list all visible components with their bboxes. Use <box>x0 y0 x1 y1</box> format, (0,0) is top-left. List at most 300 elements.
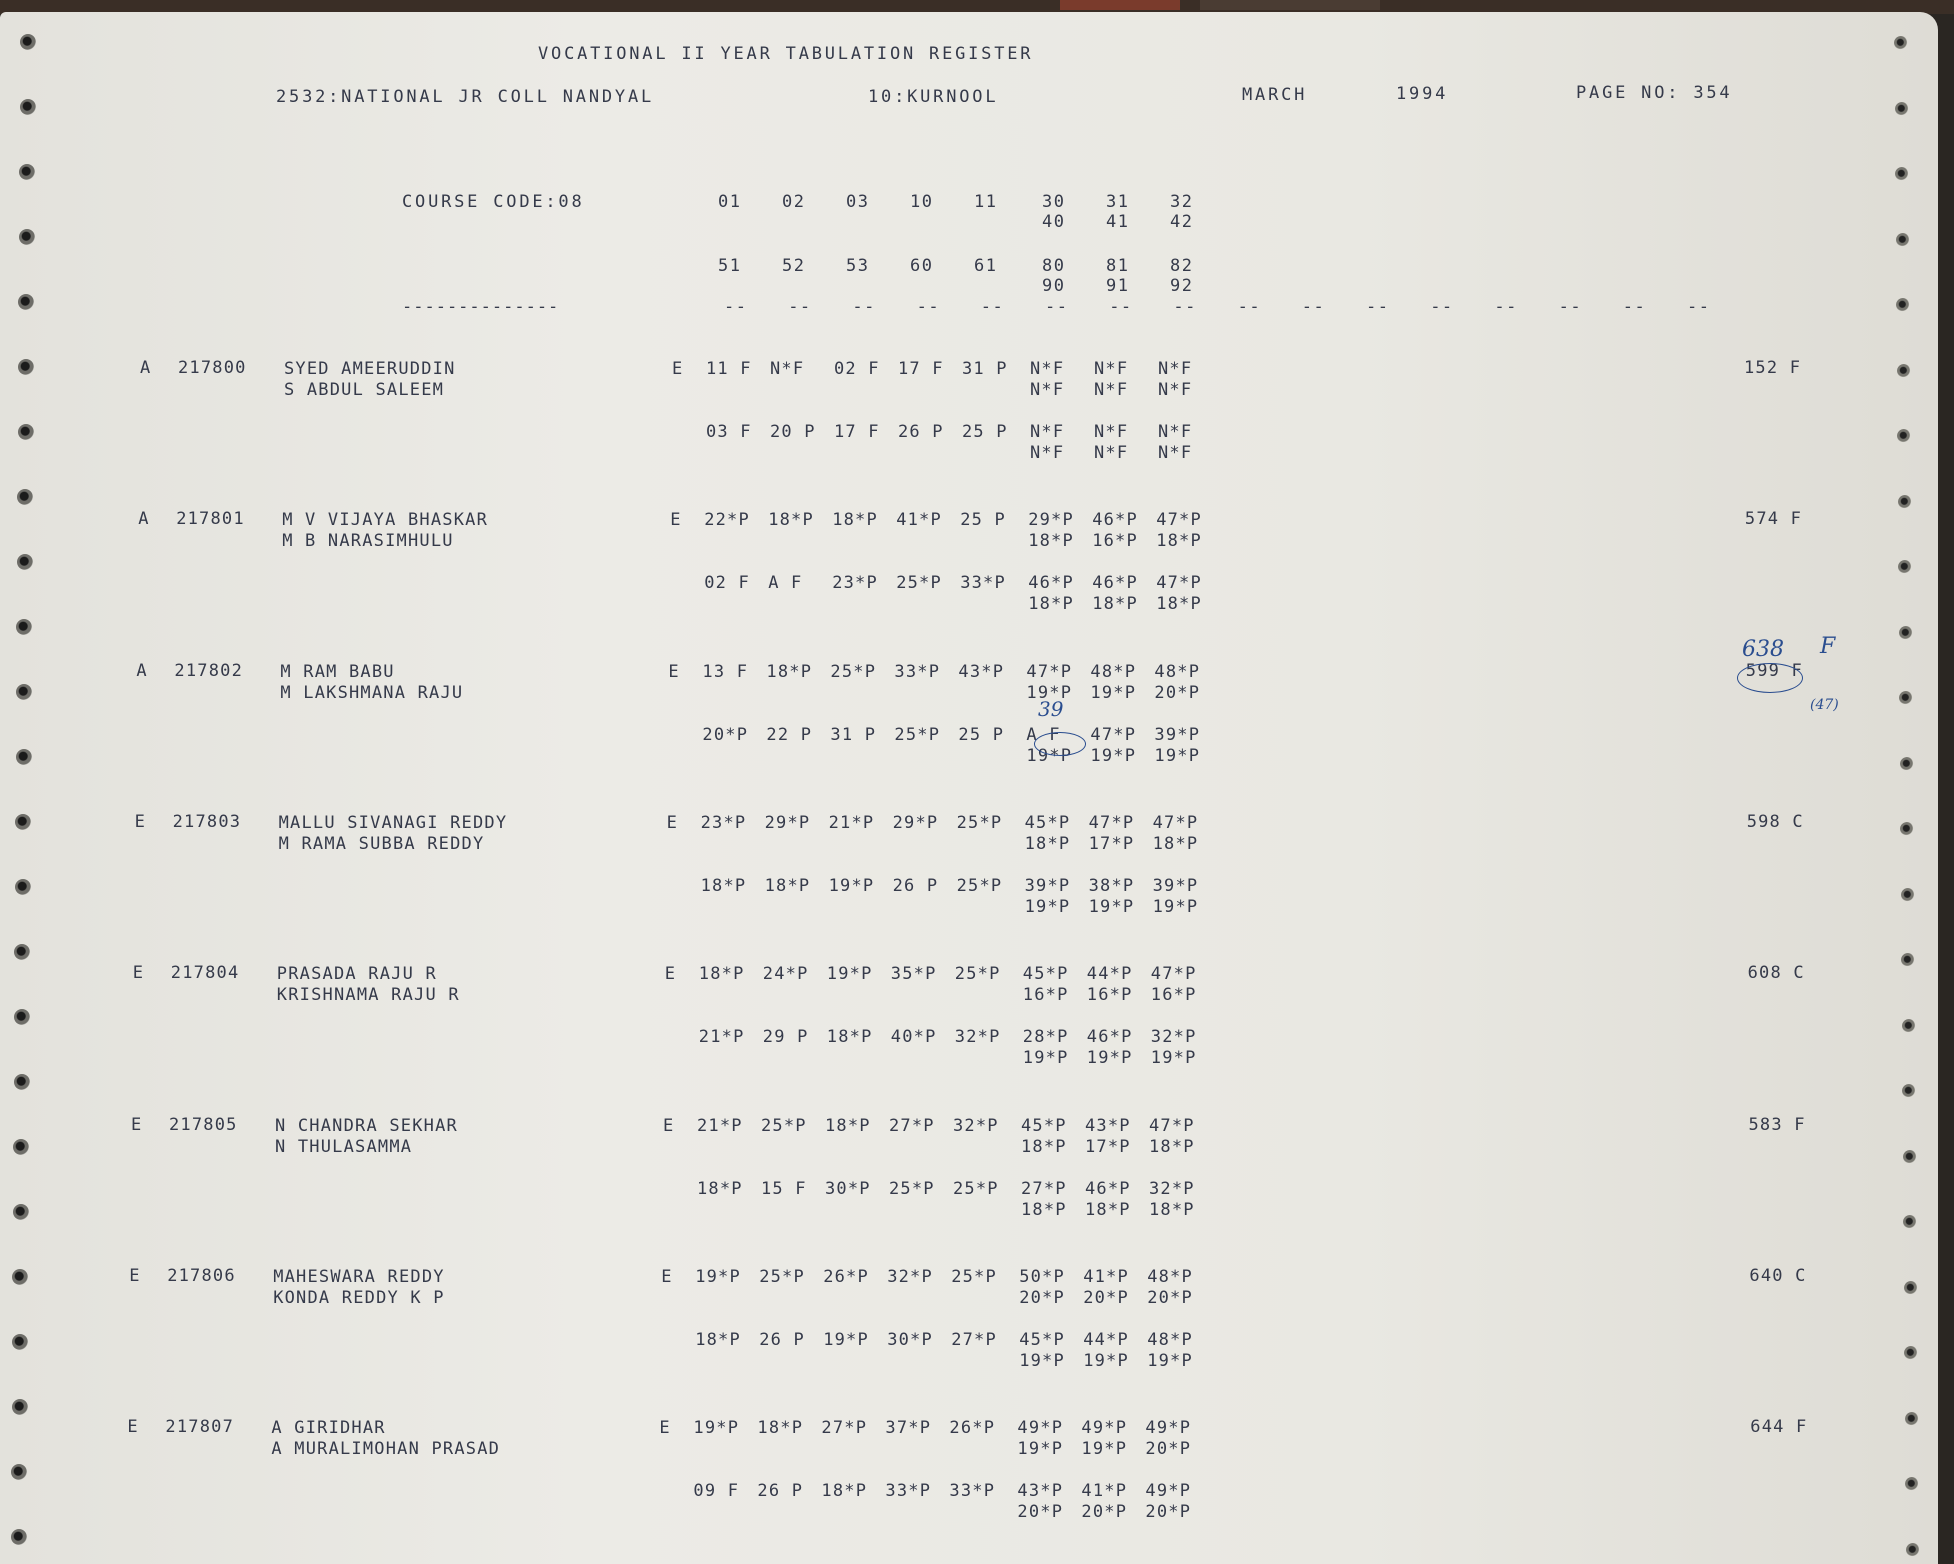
sprocket-hole <box>1897 429 1911 443</box>
sprocket-hole <box>1901 888 1915 902</box>
subject-code: 90 <box>1042 276 1066 296</box>
medium: E <box>670 510 682 531</box>
student-name: M V VIJAYA BHASKAR <box>282 510 489 531</box>
sprocket-hole <box>16 619 32 635</box>
sprocket-hole <box>1898 560 1912 574</box>
sprocket-hole <box>1901 953 1915 967</box>
mark-cell: 25*P <box>894 724 941 745</box>
father-name: A MURALIMOHAN PRASAD <box>271 1439 501 1460</box>
column-dash: -- <box>916 297 941 317</box>
subject-code: 31 <box>1106 192 1130 212</box>
hall-ticket-number: 217805 <box>169 1114 238 1135</box>
subject-code: 40 <box>1042 212 1066 232</box>
mark-cell: 41*P <box>1083 1266 1129 1287</box>
hall-ticket-number: 217804 <box>170 963 240 984</box>
mark-cell: 47*P <box>1088 812 1135 833</box>
student-name: A GIRIDHAR <box>271 1418 386 1439</box>
column-dash: -- <box>980 297 1005 317</box>
district-name: 10:KURNOOL <box>868 87 999 107</box>
mark-cell: 47*P <box>1026 661 1073 682</box>
sprocket-hole <box>16 684 32 700</box>
mark-cell: 09 F <box>693 1481 740 1502</box>
column-dash: -- <box>1687 297 1711 317</box>
mark-cell: 21*P <box>828 812 875 833</box>
mark-cell: 19*P <box>1017 1439 1064 1460</box>
mark-cell: 18*P <box>826 1027 873 1048</box>
mark-cell: 18*P <box>832 510 878 531</box>
mark-cell: 18*P <box>1152 833 1199 854</box>
mark-cell: 48*P <box>1154 661 1201 682</box>
mark-cell: 02 F <box>704 573 750 594</box>
mark-cell: 18*P <box>1149 1136 1195 1157</box>
mark-cell: 32*P <box>887 1266 933 1287</box>
mark-cell: 46*P <box>1092 510 1138 531</box>
mark-cell: 18*P <box>695 1329 741 1350</box>
mark-cell: 33*P <box>949 1481 996 1502</box>
mark-cell: 20*P <box>1083 1287 1129 1308</box>
student-category: E <box>132 963 145 984</box>
sprocket-hole <box>1904 1281 1918 1295</box>
mark-cell: 49*P <box>1081 1418 1128 1439</box>
mark-cell: 19*P <box>1090 682 1137 703</box>
subject-code: 52 <box>782 256 806 276</box>
mark-cell: 21*P <box>698 1027 745 1048</box>
mark-cell: 25*P <box>759 1266 805 1287</box>
mark-cell: 48*P <box>1090 661 1137 682</box>
mark-cell: N*F <box>1158 380 1193 400</box>
mark-cell: 31 P <box>830 724 877 745</box>
sprocket-hole <box>1894 36 1908 50</box>
sprocket-hole <box>1899 626 1913 640</box>
subject-code: 60 <box>910 256 934 276</box>
mark-cell: 47*P <box>1156 510 1202 531</box>
mark-cell: 45*P <box>1021 1115 1067 1136</box>
mark-cell: 25*P <box>956 812 1003 833</box>
mark-cell: 29 P <box>762 1027 809 1048</box>
mark-cell: 43*P <box>1085 1115 1131 1136</box>
subject-code: 53 <box>846 256 870 276</box>
mark-cell: 39*P <box>1024 875 1071 896</box>
mark-cell: 19*P <box>1090 745 1137 766</box>
course-underline: -------------- <box>402 297 560 317</box>
mark-cell: 20*P <box>1147 1287 1193 1308</box>
mark-cell: 23*P <box>700 812 747 833</box>
total-marks: 574 F <box>1744 509 1803 530</box>
mark-cell: 22*P <box>704 510 750 531</box>
mark-cell: 18*P <box>757 1418 804 1439</box>
column-dash: -- <box>1109 297 1133 317</box>
student-name: M RAM BABU <box>280 661 395 682</box>
mark-cell: 45*P <box>1022 964 1069 985</box>
mark-cell: 27*P <box>821 1418 868 1439</box>
mark-cell: N*F <box>1158 359 1193 379</box>
mark-cell: 18*P <box>700 875 747 896</box>
mark-cell: 41*P <box>896 510 942 531</box>
mark-cell: 19*P <box>1150 1048 1197 1069</box>
mark-cell: 32*P <box>953 1115 999 1136</box>
mark-cell: 20*P <box>1154 682 1201 703</box>
mark-cell: N*F <box>1030 422 1065 442</box>
subject-code: 10 <box>910 192 934 212</box>
mark-cell: 33*P <box>960 573 1006 594</box>
column-dash: -- <box>1558 297 1583 317</box>
sprocket-hole <box>18 294 34 310</box>
subject-code: 01 <box>718 192 742 212</box>
mark-cell: 25*P <box>953 1178 999 1199</box>
mark-cell: 26*P <box>949 1418 996 1439</box>
sprocket-hole <box>1897 364 1911 378</box>
mark-cell: N*F <box>1030 359 1065 379</box>
father-name: M RAMA SUBBA REDDY <box>278 833 485 854</box>
column-dash: -- <box>1494 297 1518 317</box>
father-name: M B NARASIMHULU <box>282 531 454 552</box>
mark-cell: 32*P <box>954 1027 1001 1048</box>
father-name: N THULASAMMA <box>275 1136 413 1157</box>
mark-cell: 47*P <box>1150 964 1197 985</box>
sprocket-hole <box>14 1009 30 1025</box>
mark-cell: 19*P <box>1024 896 1071 917</box>
medium: E <box>664 964 677 985</box>
subject-code: 32 <box>1170 192 1194 212</box>
mark-cell: 49*P <box>1145 1481 1192 1502</box>
mark-cell: 19*P <box>1088 896 1135 917</box>
mark-cell: 26*P <box>823 1266 869 1287</box>
mark-cell: 16*P <box>1150 985 1197 1006</box>
mark-cell: 47*P <box>1090 724 1137 745</box>
mark-cell: 19*P <box>693 1418 740 1439</box>
mark-cell: 27*P <box>889 1115 935 1136</box>
mark-cell: 03 F <box>706 422 752 442</box>
mark-cell: 20*P <box>1145 1439 1192 1460</box>
medium: E <box>661 1266 673 1287</box>
mark-cell: 26 P <box>898 422 944 442</box>
mark-cell: 19*P <box>826 964 873 985</box>
subject-code: 41 <box>1106 212 1130 232</box>
sprocket-hole <box>1906 1543 1920 1557</box>
mark-cell: 19*P <box>1022 1048 1069 1069</box>
student-category: A <box>138 509 150 530</box>
mark-cell: 20*P <box>1019 1287 1065 1308</box>
mark-cell: 25*P <box>889 1178 935 1199</box>
student-name: MAHESWARA REDDY <box>273 1266 445 1287</box>
mark-cell: 37*P <box>885 1418 932 1439</box>
mark-cell: N*F <box>1030 443 1065 463</box>
mark-cell: 11 F <box>706 359 752 379</box>
mark-cell: 43*P <box>1017 1481 1064 1502</box>
column-dash: -- <box>1173 297 1197 317</box>
subject-code: 91 <box>1106 276 1130 296</box>
sprocket-hole <box>1902 1019 1916 1033</box>
sprocket-hole <box>12 1269 28 1285</box>
mark-cell: 32*P <box>1149 1178 1195 1199</box>
mark-cell: N*F <box>1094 422 1129 442</box>
mark-cell: 19*P <box>1026 682 1073 703</box>
mark-cell: 26 P <box>759 1329 805 1350</box>
total-marks: 152 F <box>1744 358 1802 378</box>
mark-cell: 19*P <box>1081 1439 1128 1460</box>
mark-cell: 49*P <box>1145 1418 1192 1439</box>
sprocket-hole <box>15 814 31 830</box>
sprocket-hole <box>1896 233 1910 247</box>
sprocket-hole <box>1903 1150 1917 1164</box>
sprocket-hole <box>1904 1346 1918 1360</box>
sprocket-hole <box>17 554 33 570</box>
mark-cell: 18*P <box>1092 594 1138 615</box>
mark-cell: 45*P <box>1024 812 1071 833</box>
mark-cell: 31 P <box>962 359 1008 379</box>
page-number: PAGE NO: 354 <box>1576 83 1733 103</box>
medium: E <box>659 1418 671 1439</box>
college-name: 2532:NATIONAL JR COLL NANDYAL <box>276 87 655 107</box>
column-dash: -- <box>724 297 748 317</box>
mark-cell: 48*P <box>1147 1266 1193 1287</box>
mark-cell: 29*P <box>892 812 939 833</box>
mark-cell: 20 P <box>770 422 816 442</box>
sprocket-hole <box>1896 298 1910 312</box>
sprocket-hole <box>1900 822 1914 836</box>
mark-cell: 19*P <box>1152 896 1199 917</box>
mark-cell: 40*P <box>890 1027 937 1048</box>
mark-cell: 22 P <box>766 724 813 745</box>
mark-cell: 19*P <box>1019 1350 1065 1371</box>
total-marks: 640 C <box>1749 1265 1807 1286</box>
mark-cell: 44*P <box>1086 964 1133 985</box>
mark-cell: 18*P <box>764 875 811 896</box>
mark-cell: 18*P <box>698 964 745 985</box>
mark-cell: A F <box>768 573 803 594</box>
mark-cell: 18*P <box>1156 594 1202 615</box>
hall-ticket-number: 217807 <box>165 1417 234 1438</box>
sprocket-hole <box>18 359 34 375</box>
subject-code: 80 <box>1042 256 1066 276</box>
subject-code: 92 <box>1170 276 1194 296</box>
revised-total-handwritten: 638 <box>1742 637 1784 662</box>
mark-cell: 25*P <box>896 573 942 594</box>
mark-cell: 02 F <box>834 359 880 379</box>
mark-cell: 18*P <box>1028 531 1074 552</box>
subject-code: 51 <box>718 256 742 276</box>
hall-ticket-number: 217802 <box>174 660 243 681</box>
mark-cell: 18*P <box>1021 1199 1067 1220</box>
subject-code: 82 <box>1170 256 1194 276</box>
mark-cell: 45*P <box>1019 1329 1065 1350</box>
student-category: A <box>140 358 152 378</box>
sprocket-hole <box>19 229 35 245</box>
student-name: SYED AMEERUDDIN <box>284 359 456 379</box>
father-name: KRISHNAMA RAJU R <box>276 985 460 1006</box>
mark-cell: 27*P <box>1021 1178 1067 1199</box>
sprocket-hole <box>17 489 33 505</box>
mark-cell: 17 F <box>898 359 944 379</box>
subject-code: 30 <box>1042 192 1066 212</box>
total-marks: 644 F <box>1750 1417 1808 1438</box>
mark-cell: 19*P <box>828 875 875 896</box>
student-category: E <box>127 1417 139 1438</box>
medium: E <box>666 812 679 833</box>
sprocket-hole <box>19 164 35 180</box>
mark-cell: 19*P <box>823 1329 869 1350</box>
sprocket-hole <box>11 1464 27 1480</box>
mark-cell: 49*P <box>1017 1418 1064 1439</box>
mark-cell: 29*P <box>764 812 811 833</box>
medium: E <box>663 1115 675 1136</box>
column-dash: -- <box>1301 297 1326 317</box>
handwritten-note: (47) <box>1810 697 1839 713</box>
student-name: MALLU SIVANAGI REDDY <box>278 812 508 833</box>
column-dash: -- <box>1045 297 1069 317</box>
mark-cell: 18*P <box>1149 1199 1195 1220</box>
total-marks: 599 F <box>1745 660 1803 681</box>
mark-cell: 20*P <box>702 724 749 745</box>
sprocket-hole <box>15 879 31 895</box>
subject-code: 11 <box>974 192 998 212</box>
mark-cell: 39*P <box>1154 724 1201 745</box>
mark-cell: 19*P <box>1147 1350 1193 1371</box>
student-category: A <box>136 660 148 681</box>
column-dash: -- <box>852 297 876 317</box>
mark-cell: 17 F <box>834 422 880 442</box>
sprocket-hole <box>16 749 32 765</box>
column-dash: -- <box>1237 297 1262 317</box>
sprocket-hole <box>12 1334 28 1350</box>
mark-cell: 16*P <box>1086 985 1133 1006</box>
mark-cell: 25 P <box>962 422 1008 442</box>
mark-cell: 29*P <box>1028 510 1074 531</box>
student-category: E <box>129 1265 141 1286</box>
sprocket-hole <box>12 1399 28 1415</box>
sprocket-hole <box>13 1139 29 1155</box>
mark-cell: 30*P <box>825 1178 871 1199</box>
course-code: COURSE CODE:08 <box>402 192 585 212</box>
mark-cell: 48*P <box>1147 1329 1193 1350</box>
medium: E <box>668 661 680 682</box>
sprocket-hole <box>1898 495 1912 509</box>
sprocket-hole <box>14 944 30 960</box>
mark-cell: N*F <box>770 359 805 379</box>
mark-cell: 25 P <box>960 510 1006 531</box>
correction-circle-mark <box>1034 732 1086 756</box>
mark-cell: 19*P <box>1026 745 1073 766</box>
sprocket-hole <box>11 1529 27 1545</box>
mark-cell: 46*P <box>1086 1027 1133 1048</box>
mark-cell: 30*P <box>887 1329 933 1350</box>
mark-cell: 17*P <box>1085 1136 1131 1157</box>
student-name: PRASADA RAJU R <box>276 964 437 985</box>
sprocket-hole <box>1905 1412 1919 1426</box>
mark-cell: 18*P <box>825 1115 871 1136</box>
mark-cell: 20*P <box>1145 1502 1192 1523</box>
hall-ticket-number: 217801 <box>176 509 245 530</box>
mark-cell: 18*P <box>768 510 814 531</box>
mark-cell: 25*P <box>951 1266 997 1287</box>
mark-cell: 18*P <box>1085 1199 1131 1220</box>
subject-code: 42 <box>1170 212 1194 232</box>
mark-cell: 27*P <box>951 1329 997 1350</box>
mark-cell: 19*P <box>1086 1048 1133 1069</box>
column-dash: -- <box>1430 297 1454 317</box>
mark-cell: 47*P <box>1156 573 1202 594</box>
register-sheet <box>0 12 1938 1564</box>
mark-cell: 43*P <box>958 661 1005 682</box>
mark-cell: 33*P <box>894 661 941 682</box>
register-title: VOCATIONAL II YEAR TABULATION REGISTER <box>538 44 1034 64</box>
mark-cell: N*F <box>1094 443 1129 463</box>
mark-cell: 18*P <box>1024 833 1071 854</box>
mark-cell: 20*P <box>1017 1502 1064 1523</box>
mark-cell: 39*P <box>1152 875 1199 896</box>
mark-cell: 13 F <box>702 661 749 682</box>
mark-cell: 18*P <box>1028 594 1074 615</box>
mark-cell: 19*P <box>1083 1350 1129 1371</box>
column-dash: -- <box>788 297 812 317</box>
mark-cell: 18*P <box>766 661 813 682</box>
sprocket-hole <box>14 1074 30 1090</box>
mark-cell: 19*P <box>1154 745 1201 766</box>
mark-cell: N*F <box>1158 422 1193 442</box>
mark-cell: N*F <box>1094 380 1129 400</box>
total-marks: 608 C <box>1747 963 1805 984</box>
mark-cell: 15 F <box>761 1178 807 1199</box>
total-circle-mark <box>1737 660 1803 693</box>
sprocket-hole <box>13 1204 29 1220</box>
father-name: S ABDUL SALEEM <box>284 380 445 400</box>
mark-cell: 18*P <box>1156 531 1202 552</box>
mark-cell: 47*P <box>1149 1115 1195 1136</box>
mark-cell: 26 P <box>757 1481 804 1502</box>
subject-code: 03 <box>846 192 870 212</box>
total-marks: 583 F <box>1748 1114 1806 1135</box>
sprocket-hole <box>1899 691 1913 705</box>
mark-cell: 33*P <box>885 1481 932 1502</box>
sprocket-hole <box>1895 102 1909 116</box>
mark-cell: 46*P <box>1092 573 1138 594</box>
mark-cell: 38*P <box>1088 875 1135 896</box>
mark-cell: N*F <box>1094 359 1129 379</box>
correction-mark: 39 <box>1038 697 1064 721</box>
sprocket-hole <box>20 99 36 115</box>
mark-cell: 16*P <box>1022 985 1069 1006</box>
sprocket-hole <box>18 424 34 440</box>
hall-ticket-number: 217803 <box>172 811 242 832</box>
hall-ticket-number: 217800 <box>178 358 247 378</box>
mark-cell: 41*P <box>1081 1481 1128 1502</box>
total-marks: 598 C <box>1746 811 1804 832</box>
subject-code: 81 <box>1106 256 1130 276</box>
column-dash: -- <box>1622 297 1647 317</box>
sprocket-hole <box>1903 1215 1917 1229</box>
mark-cell: 44*P <box>1083 1329 1129 1350</box>
mark-cell: 50*P <box>1019 1266 1065 1287</box>
mark-cell: 18*P <box>1021 1136 1067 1157</box>
student-category: E <box>134 811 147 832</box>
student-category: E <box>131 1114 143 1135</box>
sprocket-hole <box>1895 167 1909 181</box>
mark-cell: 18*P <box>697 1178 743 1199</box>
sprocket-hole <box>20 34 36 50</box>
sprocket-hole <box>1905 1477 1919 1491</box>
father-name: KONDA REDDY K P <box>273 1287 445 1308</box>
mark-cell: 26 P <box>892 875 939 896</box>
mark-cell: 25*P <box>956 875 1003 896</box>
sprocket-hole <box>1900 757 1914 771</box>
father-name: M LAKSHMANA RAJU <box>280 682 464 703</box>
mark-cell: 17*P <box>1088 833 1135 854</box>
subject-code: 02 <box>782 192 806 212</box>
mark-cell: N*F <box>1158 443 1193 463</box>
mark-cell: 46*P <box>1085 1178 1131 1199</box>
sprocket-hole <box>1902 1084 1916 1098</box>
subject-code: 61 <box>974 256 998 276</box>
